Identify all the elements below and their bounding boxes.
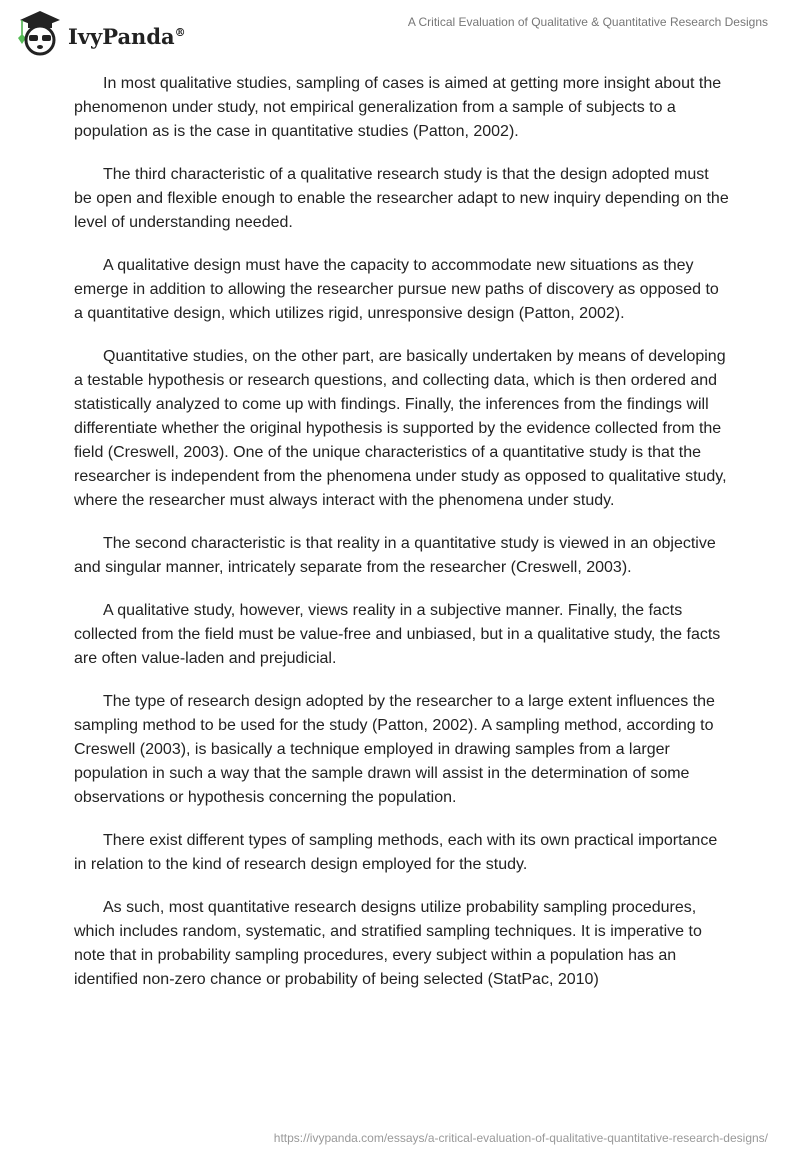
paragraph: The type of research design adopted by the researcher to a large extent influences the sampling method to be used for the study (Patton, 2002). A sampling method, according to Creswell (2003), is basically a technique employed in drawing samples from a larger population in such a way that the sample drawn will assist in the determination of some observations or hypothesis concerning the population. [74, 693, 715, 806]
document-title: A Critical Evaluation of Qualitative & Quantitative Research Designs [407, 15, 768, 29]
paragraph: Quantitative studies, on the other part, are basically undertaken by means of developing a testable hypothesis or research questions, and collecting data, which is then ordered and statistically analyzed to come up with findings. Finally, the inferences from the findings will differentiate whether the original hypothesis is supported by the evidence collected from the field (Creswell, 2003). One of the unique characteristics of a quantitative study is that the researcher is independent from the phenomena under study as opposed to qualitative study, where the researcher must always interact with the phenomena under study. [74, 348, 727, 509]
panda-graduate-icon [16, 8, 62, 56]
paragraph: The second characteristic is that reality in a quantitative study is viewed in an objective and singular manner, intricately separate from the researcher (Creswell, 2003). [74, 535, 716, 576]
brand-text: IvyPanda [68, 23, 175, 49]
paragraph: There exist different types of sampling methods, each with its own practical importance in relation to the kind of research design employed for the study. [74, 832, 718, 873]
registered-mark: ® [174, 25, 186, 39]
source-url[interactable]: https://ivypanda.com/essays/a-critical-evaluation-of-qualitative-quantitative-research-designs/ [273, 1131, 768, 1145]
paragraph: As such, most quantitative research designs utilize probability sampling procedures, which includes random, systematic, and stratified sampling techniques. It is imperative to note that in probability sampling procedures, every subject within a population has an identified non-zero chance or probability of being selected (StatPac, 2010) [74, 899, 702, 988]
essay-body [74, 72, 730, 1011]
paragraph: A qualitative study, however, views reality in a subjective manner. Finally, the facts collected from the field must be value-free and unbiased, but in a qualitative study, the facts are often value-laden and prejudicial. [74, 602, 721, 667]
ivypanda-logo[interactable] [16, 8, 186, 56]
paragraph: In most qualitative studies, sampling of cases is aimed at getting more insight about the phenomenon under study, not empirical generalization from a sample of subjects to a population as is the case in quantitative studies (Patton, 2002). [74, 75, 722, 140]
paragraph: The third characteristic of a qualitative research study is that the design adopted must be open and flexible enough to enable the researcher adapt to new inquiry depending on the level of understanding needed. [74, 166, 729, 231]
paragraph: A qualitative design must have the capacity to accommodate new situations as they emerge in addition to allowing the researcher pursue new paths of discovery as opposed to a quantitative design, which utilizes rigid, unresponsive design (Patton, 2002). [74, 257, 719, 322]
brand-name [68, 24, 186, 49]
